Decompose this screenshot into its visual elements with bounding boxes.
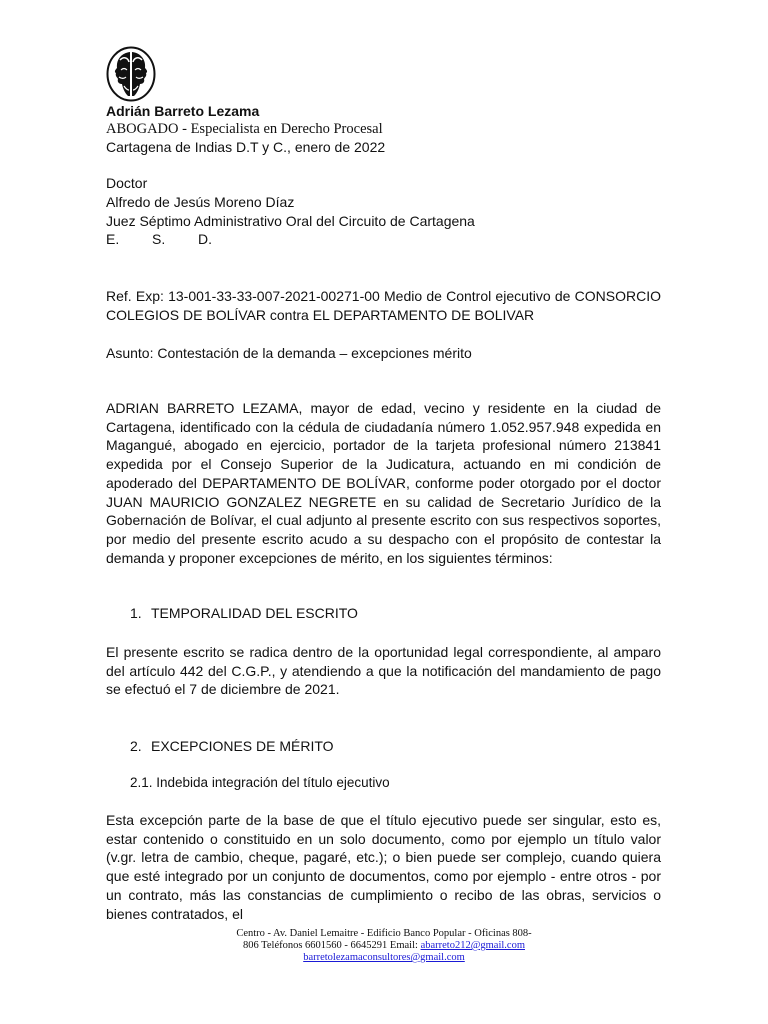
esd-s: S.	[152, 231, 166, 247]
place-and-date: Cartagena de Indias D.T y C., enero de 2022	[106, 139, 386, 155]
section-1-heading	[130, 604, 358, 622]
recipient-salutation: Doctor	[106, 175, 148, 191]
recipient-name: Alfredo de Jesús Moreno Díaz	[106, 194, 295, 210]
esd-d: D.	[198, 231, 212, 247]
reference-paragraph: Ref. Exp: 13-001-33-33-007-2021-00271-00 Medio de Control ejecutivo de CONSORCIO COLEGIOS DE BOLÍVAR contra EL DEPARTAMENTO DE BOLIVAR	[106, 288, 661, 323]
author-profession: ABOGADO - Especialista en Derecho Procesal	[106, 121, 383, 137]
esd-e: E.	[106, 231, 120, 247]
footer-phones: 806 Teléfonos 6601560 - 6645291 Email:	[243, 940, 421, 951]
footer-email-link[interactable]: abarreto212@gmail.com	[420, 940, 525, 951]
section-2-title: EXCEPCIONES DE MÉRITO	[151, 738, 334, 754]
subsection-2-1-title: 2.1. Indebida integración del título ejecutivo	[130, 775, 390, 790]
two-faces-medallion-logo-icon	[106, 46, 156, 102]
footer-email-link-2[interactable]: barretolezamaconsultores@gmail.com	[303, 952, 465, 963]
section-1-title: TEMPORALIDAD DEL ESCRITO	[151, 605, 358, 621]
section-1-body: El presente escrito se radica dentro de la oportunidad legal correspondiente, al amparo del artículo 442 del C.G.P., y atendiendo a que la notificación del mandamiento de pago se efectuó el 7 de diciembre de 2021.	[106, 644, 661, 698]
esd-line	[106, 230, 306, 248]
subject-line: Asunto: Contestación de la demanda – excepciones mérito	[106, 345, 472, 361]
recipient-title: Juez Séptimo Administrativo Oral del Circuito de Cartagena	[106, 213, 475, 229]
section-2-body: Esta excepción parte de la base de que el título ejecutivo puede ser singular, esto es, estar contenido o constituido en un solo documento, como por ejemplo un título valor (v.gr. letra de cambio, cheque, pagaré, etc.); o bien puede ser complejo, cuando quiera que esté integrado por un conjunto de documentos, como por ejemplo - entre otros - por un contrato, más las constancias de cumplimiento o recibo de las obras, servicios o bienes contratados, el	[106, 812, 661, 922]
footer-address	[160, 928, 608, 964]
section-1-number: 1.	[130, 605, 142, 621]
footer-line-2	[160, 940, 608, 952]
section-2-heading	[130, 737, 334, 755]
section-2-number: 2.	[130, 738, 142, 754]
author-name: Adrián Barreto Lezama	[106, 103, 260, 119]
intro-paragraph: ADRIAN BARRETO LEZAMA, mayor de edad, vecino y residente en la ciudad de Cartagena, identificado con la cédula de ciudadanía número 1.052.957.948 expedida en Magangué, abogado en ejercicio, portador de la tarjeta profesional número 213841 expedida por el Consejo Superior de la Judicatura, actuando en mi condición de apoderado del DEPARTAMENTO DE BOLÍVAR, conforme poder otorgado por el doctor JUAN MAURICIO GONZALEZ NEGRETE en su calidad de Secretario Jurídico de la Gobernación de Bolívar, el cual adjunto al presente escrito con sus respectivos soportes, por medio del presente escrito acudo a su despacho con el propósito de contestar la demanda y proponer excepciones de mérito, en los siguientes términos:	[106, 400, 661, 566]
footer-line-1: Centro - Av. Daniel Lemaitre - Edificio Banco Popular - Oficinas 808-	[236, 928, 532, 939]
